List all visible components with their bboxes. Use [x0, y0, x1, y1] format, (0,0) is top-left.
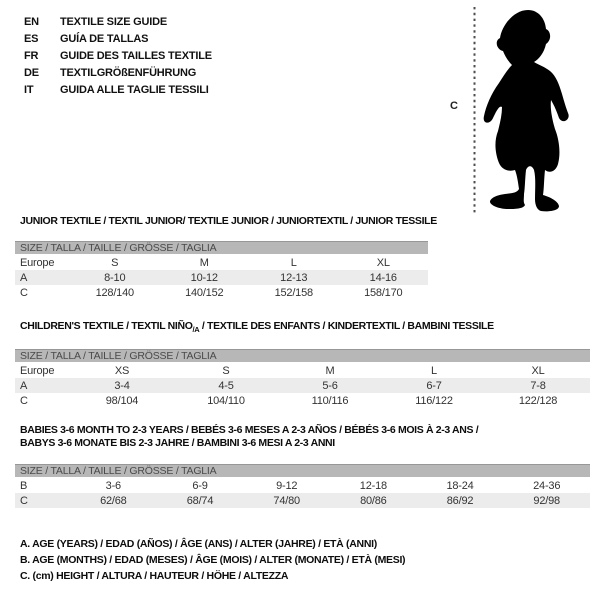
size-header-bar: [15, 349, 590, 362]
value-cell: 6-7: [426, 379, 442, 392]
language-row: [24, 64, 212, 81]
row-label-cell: Europe: [20, 364, 55, 377]
size-table: [15, 241, 428, 300]
table-row: [15, 393, 590, 408]
section-children: [15, 320, 590, 408]
value-cell: 12-18: [359, 479, 387, 492]
language-row: [24, 47, 212, 64]
value-cell: 10-12: [190, 271, 218, 284]
value-cell: M: [199, 256, 209, 269]
size-header-bar: [15, 241, 428, 254]
table-row: [15, 285, 428, 300]
row-label-cell: A: [20, 379, 28, 392]
value-cell: L: [290, 256, 297, 269]
value-cell: 80/86: [360, 494, 387, 507]
language-row: [24, 30, 212, 47]
size-header-bar: [15, 464, 590, 477]
size-header-label: SIZE / TALLA / TAILLE / GRÖSSE / TAGLIA: [20, 465, 217, 477]
guide-title: TEXTILE SIZE GUIDE: [60, 15, 168, 28]
table-rows: [15, 363, 590, 408]
section-title-line: [20, 320, 590, 336]
table-rows: [15, 255, 428, 300]
value-cell: 92/98: [533, 494, 560, 507]
value-cell: 12-13: [280, 271, 308, 284]
section-junior: [15, 215, 437, 300]
value-cell: 62/68: [100, 494, 127, 507]
guide-title: GUÍA DE TALLAS: [60, 32, 149, 45]
section-babies: [15, 424, 590, 508]
language-code: FR: [24, 49, 39, 62]
table-row: [15, 270, 428, 285]
baby-figure: [445, 4, 590, 216]
size-header-label: SIZE / TALLA / TAILLE / GRÖSSE / TAGLIA: [20, 350, 217, 363]
value-cell: 3-4: [114, 379, 130, 392]
language-list: [24, 13, 212, 98]
value-cell: 116/122: [415, 394, 453, 407]
value-cell: 24-36: [533, 479, 561, 492]
value-cell: 14-16: [369, 271, 397, 284]
value-cell: 6-9: [192, 479, 208, 492]
value-cell: 86/92: [446, 494, 474, 507]
guide-title: GUIDA ALLE TAGLIE TESSILI: [60, 83, 209, 96]
footnotes: [20, 536, 405, 584]
row-label-cell: A: [20, 271, 28, 284]
size-table: [15, 464, 590, 508]
row-label-cell: Europe: [20, 256, 55, 269]
section-title: [20, 215, 437, 228]
language-code: EN: [24, 15, 39, 28]
value-cell: 140/152: [185, 286, 224, 299]
section-title: [20, 320, 590, 336]
language-code: IT: [24, 83, 34, 96]
footnote-line: A. AGE (YEARS) / EDAD (AÑOS) / ÂGE (ANS) / ALTER (JAHRE) / ETÀ (ANNI): [20, 538, 377, 550]
table-row: [15, 378, 590, 393]
value-cell: S: [111, 256, 119, 269]
value-cell: L: [431, 364, 437, 377]
row-label-cell: C: [20, 494, 28, 507]
section-title-part: CHILDREN'S TEXTILE / TEXTIL NIÑO: [20, 320, 193, 332]
value-cell: 74/80: [273, 494, 300, 507]
value-cell: 3-6: [105, 479, 121, 492]
guide-title: TEXTILGRÖßENFÜHRUNG: [60, 66, 197, 79]
section-title-part: /A: [192, 325, 200, 335]
baby-silhouette-icon: [445, 4, 590, 216]
row-label-cell: B: [20, 479, 28, 492]
value-cell: 9-12: [276, 479, 298, 492]
value-cell: XL: [376, 256, 390, 269]
size-table: [15, 349, 590, 408]
value-cell: 7-8: [530, 379, 546, 392]
value-cell: 158/170: [364, 286, 403, 299]
value-cell: 110/116: [311, 394, 349, 407]
size-header-label: SIZE / TALLA / TAILLE / GRÖSSE / TAGLIA: [20, 242, 217, 254]
footnote-line: B. AGE (MONTHS) / EDAD (MESES) / ÂGE (MOIS) / ALTER (MONATE) / ETÀ (MESI): [20, 554, 406, 566]
table-row: [15, 478, 590, 493]
table-row: [15, 255, 428, 270]
language-row: [24, 13, 212, 30]
row-label-cell: C: [20, 286, 28, 299]
value-cell: 152/158: [274, 286, 313, 299]
section-title-part: / TEXTILE DES ENFANTS / KINDERTEXTIL / BAMBINI TESSILE: [199, 320, 494, 332]
value-cell: S: [222, 364, 230, 377]
value-cell: 5-6: [322, 379, 338, 392]
value-cell: 8-10: [104, 271, 126, 284]
value-cell: XL: [531, 364, 545, 377]
value-cell: XS: [114, 364, 130, 377]
footnote-line: C. (cm) HEIGHT / ALTURA / HAUTEUR / HÖHE / ALTEZZA: [20, 570, 289, 582]
value-cell: 104/110: [207, 394, 245, 407]
table-rows: [15, 478, 590, 508]
table-row: [15, 363, 590, 378]
value-cell: 128/140: [95, 286, 134, 299]
language-code: DE: [24, 66, 39, 79]
section-title-line: BABYS 3-6 MONATE BIS 2-3 JAHRE / BAMBINI 3-6 MESI A 2-3 ANNI: [20, 437, 335, 449]
value-cell: 18-24: [446, 479, 474, 492]
language-row: [24, 81, 212, 98]
table-row: [15, 493, 590, 508]
value-cell: 4-5: [218, 379, 234, 392]
row-label-cell: C: [20, 394, 28, 407]
section-title: [20, 424, 590, 450]
language-code: ES: [24, 32, 39, 45]
height-measure-label: C: [450, 100, 458, 112]
section-title-line: JUNIOR TEXTILE / TEXTIL JUNIOR/ TEXTILE JUNIOR / JUNIORTEXTIL / JUNIOR TESSILE: [20, 215, 437, 227]
value-cell: 68/74: [186, 494, 214, 507]
value-cell: 98/104: [105, 394, 139, 407]
section-title-line: BABIES 3-6 MONTH TO 2-3 YEARS / BEBÉS 3-6 MESES A 2-3 AÑOS / BÉBÉS 3-6 MOIS À 2-3 ANS /: [20, 424, 479, 436]
guide-title: GUIDE DES TAILLES TEXTILE: [60, 49, 212, 62]
value-cell: 122/128: [518, 394, 558, 407]
value-cell: M: [325, 364, 335, 377]
